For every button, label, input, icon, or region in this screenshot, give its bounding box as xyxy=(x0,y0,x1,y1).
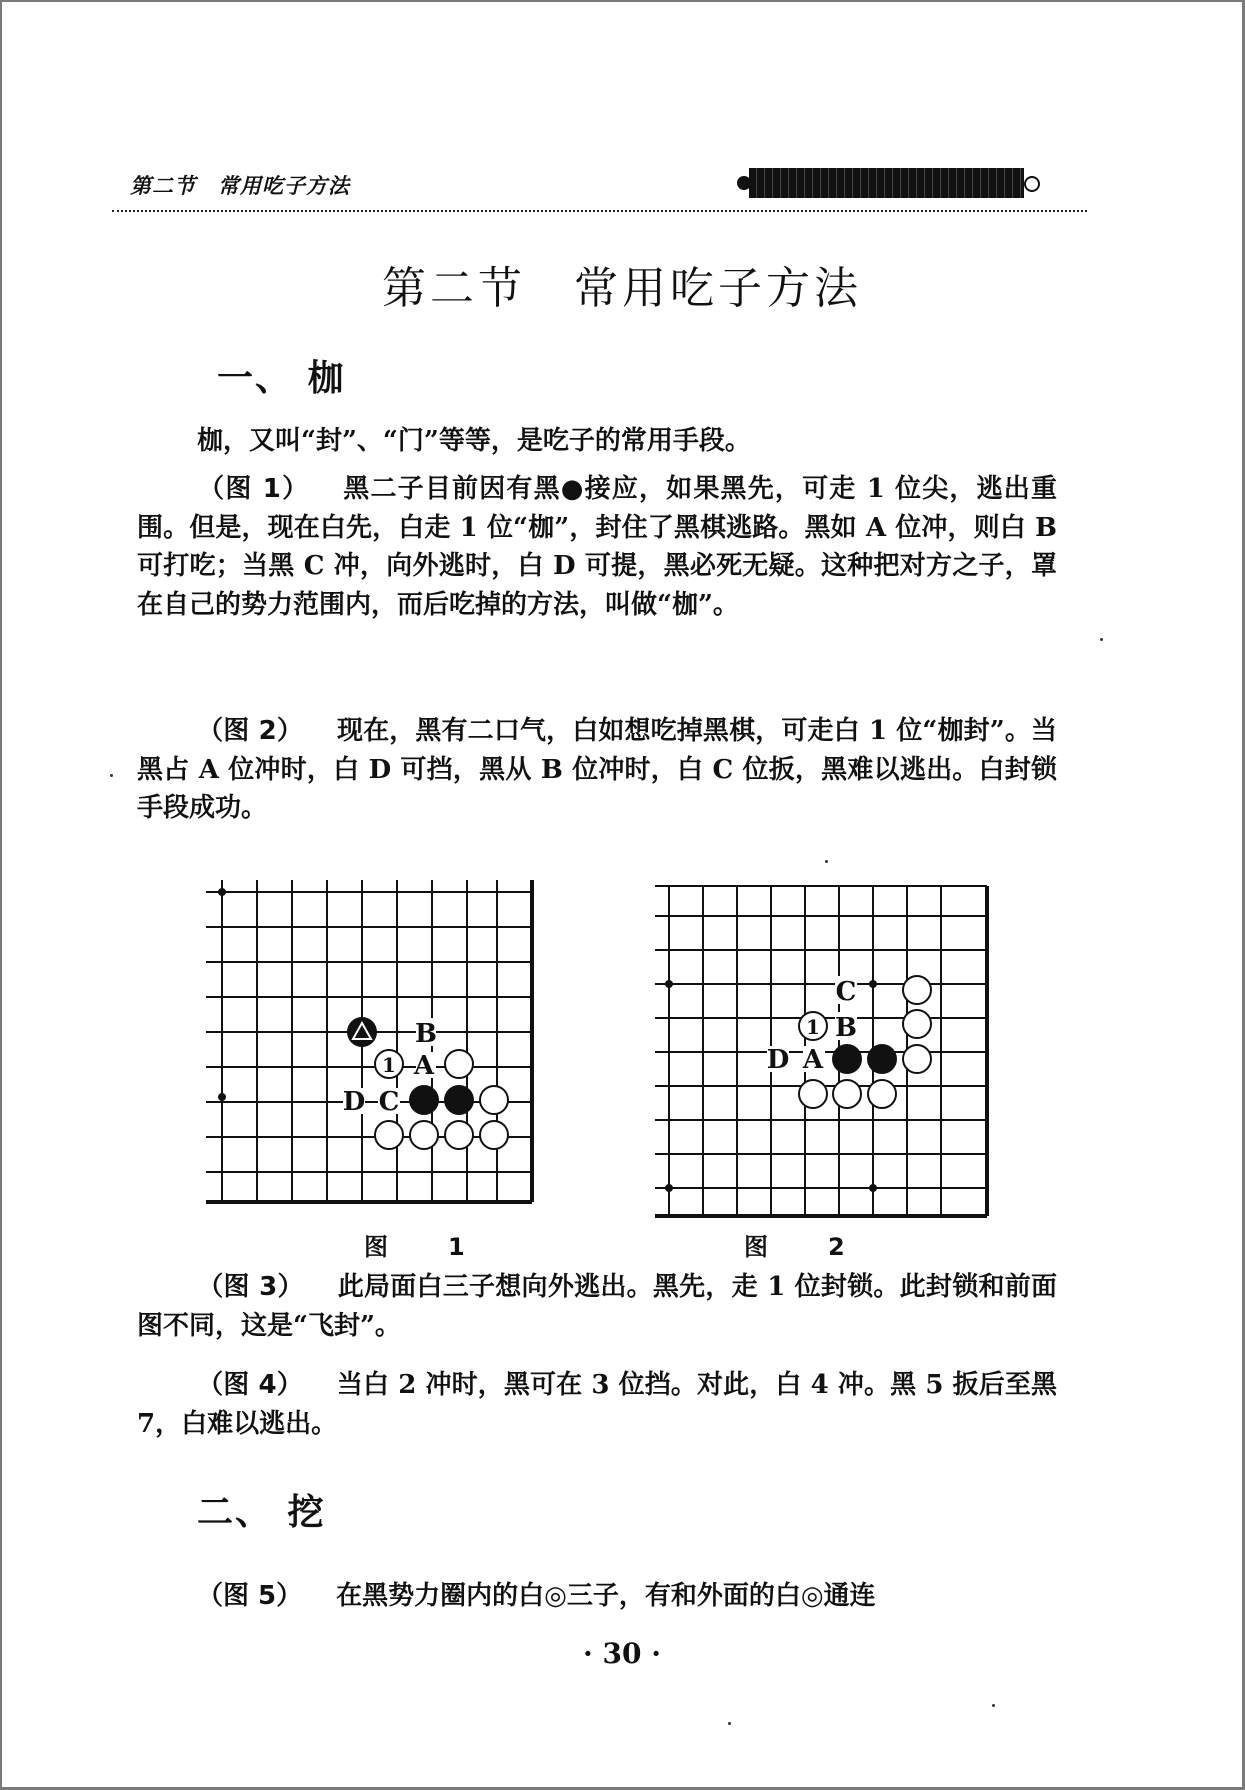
black-stone xyxy=(444,1085,474,1115)
white-stone xyxy=(480,1121,508,1149)
star-point xyxy=(869,1184,877,1192)
paragraph-fig4-text: 当白 2 冲时，黑可在 3 位挡。对此，白 4 冲。黑 5 扳后至黑 7，白难以逃出。 xyxy=(137,1370,1057,1439)
subhead-wa: 二、 挖 xyxy=(197,1492,326,1533)
section-title: 第二节 常用吃子方法 xyxy=(382,263,862,314)
white-stone xyxy=(903,1010,931,1038)
header-dotted-rule xyxy=(112,210,1087,212)
black-stone xyxy=(409,1085,439,1115)
scan-speck xyxy=(1100,638,1103,641)
paragraph-fig3-text: 此局面白三子想向外逃出。黑先，走 1 位封锁。此封锁和前面图不同，这是“飞封”。 xyxy=(137,1272,1057,1341)
label-D: D xyxy=(342,1087,366,1117)
paragraph-fig4 xyxy=(137,1366,1057,1443)
scan-speck xyxy=(992,1704,995,1707)
hollow-dot-icon xyxy=(1024,176,1040,192)
subhead-jia: 一、 枷 xyxy=(217,358,346,399)
star-point xyxy=(665,980,673,988)
paragraph-intro-text: 枷，又叫“封”、“门”等等，是吃子的常用手段。 xyxy=(197,426,751,456)
header-bar-graphic xyxy=(749,168,1024,198)
white-stone xyxy=(445,1121,473,1149)
scan-speck xyxy=(110,774,113,777)
figure-2-caption: 图 2 xyxy=(744,1233,863,1261)
page-header xyxy=(112,162,1082,214)
black-stone xyxy=(867,1044,897,1074)
label-move-1: 1 xyxy=(806,1015,820,1039)
white-stone xyxy=(868,1080,896,1108)
fig4-reference-label: （图 4） xyxy=(197,1370,303,1400)
white-stone xyxy=(445,1050,473,1078)
black-stone xyxy=(832,1044,862,1074)
header-ornament xyxy=(737,166,1037,200)
paragraph-fig2 xyxy=(137,712,1057,828)
figure-1-caption: 图 1 xyxy=(364,1233,483,1261)
label-C: C xyxy=(835,977,857,1007)
star-point xyxy=(869,980,877,988)
scan-speck xyxy=(728,1722,731,1725)
label-A: A xyxy=(413,1051,435,1081)
book-page xyxy=(2,2,1242,1787)
white-stone xyxy=(480,1086,508,1114)
fig1-reference-label: （图 1） xyxy=(197,474,310,504)
label-C: C xyxy=(378,1087,400,1117)
scan-speck xyxy=(825,860,828,863)
paragraph-intro xyxy=(137,422,1057,461)
go-diagram-figure-2 xyxy=(647,872,1007,1232)
white-stone xyxy=(903,976,931,1004)
fig3-reference-label: （图 3） xyxy=(197,1272,304,1302)
star-point xyxy=(665,1184,673,1192)
white-stone xyxy=(799,1080,827,1108)
paragraph-fig3 xyxy=(137,1268,1057,1345)
page-number: · 30 · xyxy=(583,1637,661,1670)
paragraph-fig5-text: 在黑势力圈内的白◎三子，有和外面的白◎通连 xyxy=(336,1581,876,1611)
paragraph-fig1-text: 黑二子目前因有黑●接应，如果黑先，可走 1 位尖，逃出重围。但是，现在白先，白走 1 位“枷”，封住了黑棋逃路。黑如 A 位冲，则白 B 可打吃；当黑 C 冲，向外逃时，白 D 可提，黑必死无疑。这种把对方之子，罩在自己的势力范围内，而后吃掉的方法，叫做“枷”。 xyxy=(137,474,1057,620)
paragraph-fig1 xyxy=(137,470,1057,624)
paragraph-fig2-text: 现在，黑有二口气，白如想吃掉黑棋，可走白 1 位“枷封”。当黑占 A 位冲时，白 D 可挡，黑从 B 位冲时，白 C 位扳，黑难以逃出。白封锁手段成功。 xyxy=(137,716,1057,823)
white-stone xyxy=(903,1045,931,1073)
star-point xyxy=(218,1093,226,1101)
white-stone xyxy=(375,1121,403,1149)
paragraph-fig5 xyxy=(137,1577,1057,1616)
label-D: D xyxy=(766,1045,790,1075)
label-move-1: 1 xyxy=(382,1053,396,1077)
fig5-reference-label: （图 5） xyxy=(197,1581,303,1611)
go-diagram-figure-1 xyxy=(192,872,552,1232)
label-B: B xyxy=(835,1013,857,1043)
label-A: A xyxy=(802,1045,824,1075)
running-head: 第二节 常用吃子方法 xyxy=(130,174,350,198)
star-point xyxy=(218,888,226,896)
white-stone xyxy=(833,1080,861,1108)
fig2-reference-label: （图 2） xyxy=(197,716,303,746)
white-stone xyxy=(410,1121,438,1149)
label-B: B xyxy=(415,1019,437,1049)
